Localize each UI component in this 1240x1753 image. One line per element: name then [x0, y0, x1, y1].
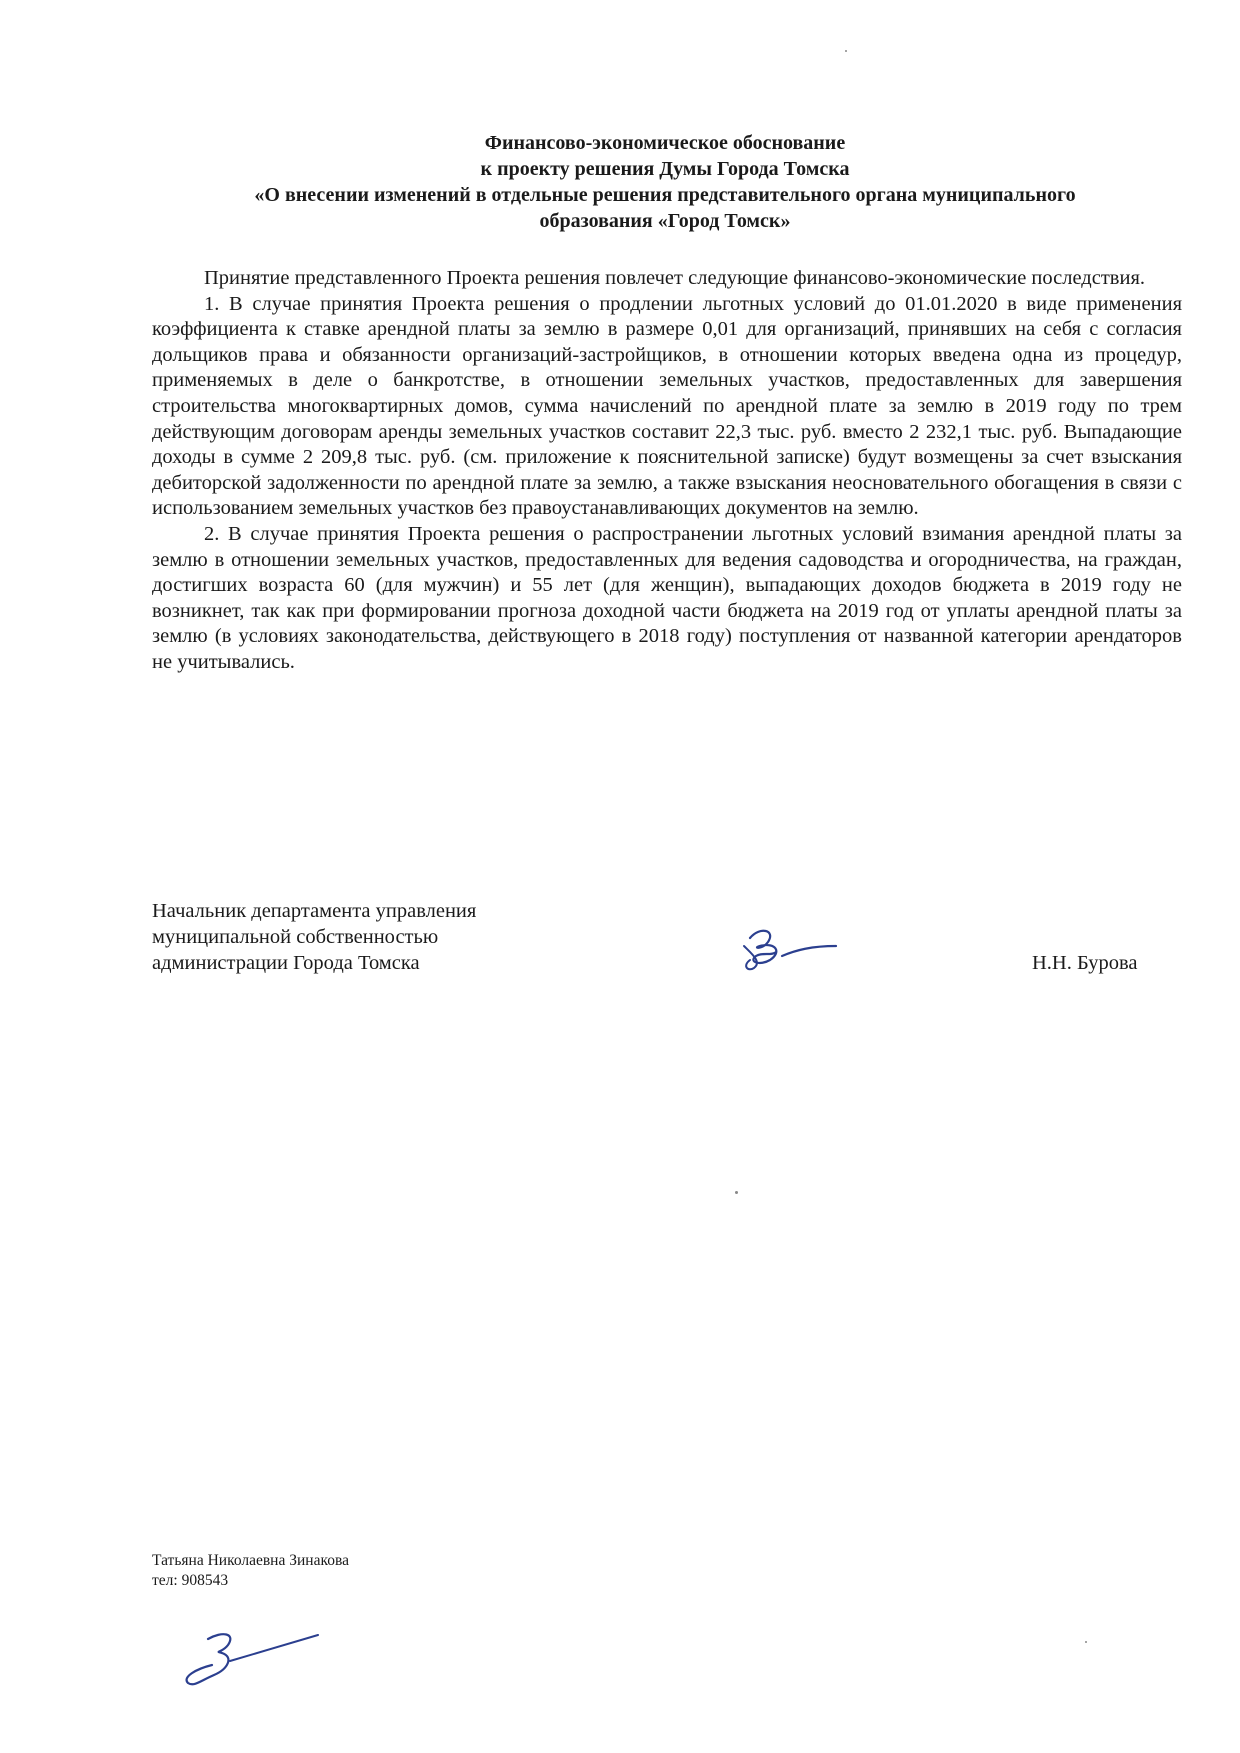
intro-paragraph: Принятие представленного Проекта решения повлечет следующие финансово-экономические последствия. [204, 267, 1145, 289]
position-line-2: муниципальной собственностью [152, 926, 439, 948]
executor-name: Татьяна Николаевна Зинакова [152, 1552, 349, 1569]
scan-speck [1085, 1641, 1087, 1643]
document-heading [150, 130, 1180, 234]
signature-block [152, 898, 1182, 988]
position-line-1: Начальник департамента управления [152, 900, 477, 922]
heading-line-4: образования «Город Томск» [539, 210, 791, 232]
document-body [152, 266, 1182, 676]
item-2-paragraph: 2. В случае принятия Проекта решения о распространении льготных условий взимания арендной платы за землю в отношении земельных участков, предоставленных для ведения садоводства и огородничества, на граждан, достигших возраста 60 (для мужчин) и 55 лет (для женщин), выпадающих доходов бюджета в 2019 году не возникнет, так как при формировании прогноза доходной части бюджета на 2019 год от уплаты арендной платы за землю (в условиях законодательства, действующего в 2018 году) поступления от названной категории арендаторов не учитывались. [152, 522, 1182, 673]
item-1-paragraph: 1. В случае принятия Проекта решения о продлении льготных условий до 01.01.2020 в виде применения коэффициента к ставке арендной платы за землю в размере 0,01 для организаций, принявших на себя с согласия дольщиков права и обязанности организаций-застройщиков, в отношении которых введена одна из процедур, применяемых в деле о банкротстве, в отношении земельных участков, предоставленных для завершения строительства многоквартирных домов, сумма начислений по арендной плате за землю в 2019 году по трем действующим договорам аренды земельных участков составит 22,3 тыс. руб. вместо 2 232,1 тыс. руб. Выпадающие доходы в сумме 2 209,8 тыс. руб. (см. приложение к пояснительной записке) будут возмещены за счет взыскания дебиторской задолженности по арендной плате за землю, а также взыскания неосновательного обогащения в связи с использованием земельных участков без правоустанавливающих документов на землю. [152, 292, 1182, 520]
signatory-position [152, 898, 572, 976]
executor-signature [178, 1625, 328, 1695]
heading-line-2: к проекту решения Думы Города Томска [480, 158, 850, 180]
scan-speck [735, 1191, 738, 1194]
executor-phone: тел: 908543 [152, 1572, 229, 1589]
heading-line-1: Финансово-экономическое обоснование [484, 132, 846, 154]
position-line-3: администрации Города Томска [152, 952, 420, 974]
signatory-name: Н.Н. Бурова [1032, 952, 1138, 974]
heading-line-3: «О внесении изменений в отдельные решения представительного органа муниципального [254, 184, 1076, 206]
handwritten-signature [732, 916, 852, 976]
scan-speck [845, 50, 847, 52]
executor-info [152, 1551, 349, 1591]
